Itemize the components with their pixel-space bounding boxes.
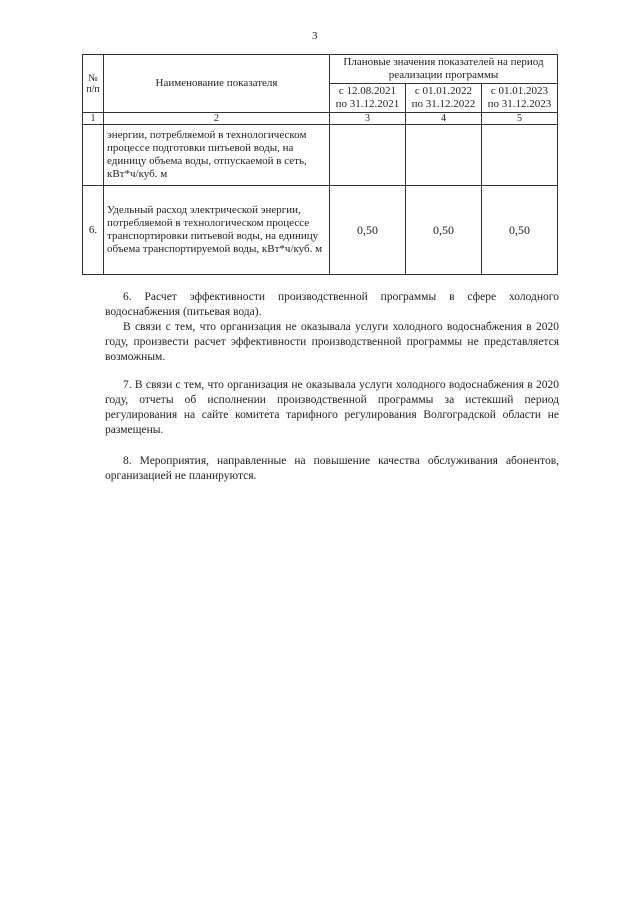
row-value-2021: [330, 125, 406, 186]
row-value-2022: [406, 125, 482, 186]
row-value-2023: 0,50: [482, 186, 558, 275]
page-number: 3: [312, 30, 318, 42]
row-number: 6.: [83, 186, 104, 275]
column-number: 3: [330, 113, 406, 125]
row-number: [83, 125, 104, 186]
section-6-heading: 6. Расчет эффективности производственной программы в сфере холодного водоснабжения (питьевая вода).: [105, 291, 559, 318]
header-name-cell: Наименование показателя: [104, 55, 330, 113]
column-number: 2: [104, 113, 330, 125]
header-group-cell: Плановые значения показателей на период реализации программы: [330, 55, 558, 84]
header-period-1: с 12.08.2021 по 31.12.2021: [330, 84, 406, 113]
row-value-2023: [482, 125, 558, 186]
column-number: 5: [482, 113, 558, 125]
section-7-text: 7. В связи с тем, что организация не оказывала услуги холодного водоснабжения в 2020 году, отчеты об исполнении производственной программы за истекший период регулирования на сайте комитета тарифного регулирования Волгоградской области не размещены.: [105, 379, 559, 436]
header-num-cell: № п/п: [83, 55, 104, 113]
column-number: 4: [406, 113, 482, 125]
table-header-row: [83, 55, 558, 84]
row-value-2022: 0,50: [406, 186, 482, 275]
section-8: [105, 454, 559, 484]
row-indicator-name: Удельный расход электрической энергии, потребляемой в технологическом процессе транспортировки питьевой воды, на единицу объема транспортируемой воды, кВт*ч/куб. м: [104, 186, 330, 275]
section-8-text: 8. Мероприятия, направленные на повышение качества обслуживания абонентов, организацией не планируются.: [105, 455, 559, 482]
column-number: 1: [83, 113, 104, 125]
row-value-2021: 0,50: [330, 186, 406, 275]
column-number-row: [83, 113, 558, 125]
table-row: [83, 125, 558, 186]
section-7: [105, 378, 559, 438]
row-indicator-name: энергии, потребляемой в технологическом процессе подготовки питьевой воды, на единицу объема воды, отпускаемой в сеть, кВт*ч/куб. м: [104, 125, 330, 186]
table-row: [83, 186, 558, 275]
section-6-text: В связи с тем, что организация не оказывала услуги холодного водоснабжения в 2020 году, произвести расчет эффективности производственной программы не представляется возможным.: [105, 321, 559, 363]
indicators-table: [82, 54, 558, 275]
section-6: [105, 290, 559, 365]
header-period-2: с 01.01.2022 по 31.12.2022: [406, 84, 482, 113]
header-period-3: с 01.01.2023 по 31.12.2023: [482, 84, 558, 113]
